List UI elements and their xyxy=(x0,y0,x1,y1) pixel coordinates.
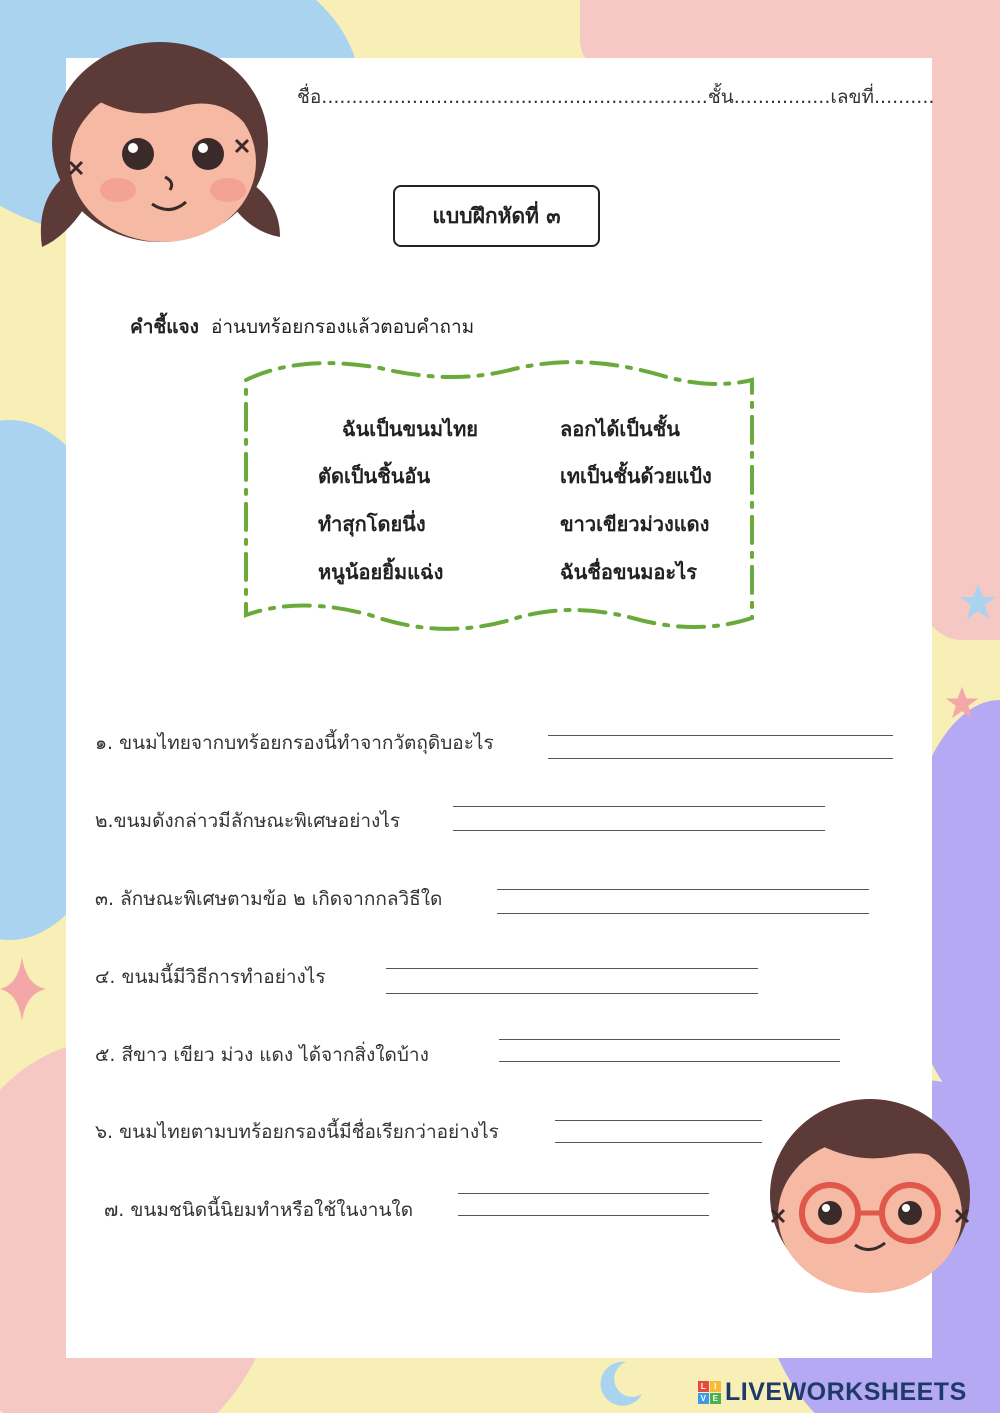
star-decoration-left xyxy=(0,955,50,1025)
answer-line-3b[interactable] xyxy=(497,913,869,914)
liveworksheets-logo xyxy=(698,1378,967,1407)
answer-line-2a[interactable] xyxy=(453,806,825,807)
liveworksheets-text: LIVEWORKSHEETS xyxy=(725,1378,967,1406)
poem-left-line-2: ตัดเป็นชิ้นอัน xyxy=(318,464,431,488)
answer-line-6a[interactable] xyxy=(555,1120,762,1121)
question-5: ๕. สีขาว เขียว ม่วง แดง ได้จากสิ่งใดบ้าง xyxy=(95,1044,429,1066)
answer-line-5a[interactable] xyxy=(499,1039,840,1040)
poem-left-line-3: ทำสุกโดยนึ่ง xyxy=(318,512,426,536)
instruction xyxy=(130,312,474,342)
exercise-title: แบบฝึกหัดที่ ๓ xyxy=(432,203,561,228)
answer-line-1b[interactable] xyxy=(548,758,893,759)
girl-character-illustration xyxy=(30,22,290,257)
liveworksheets-logo-icon: L I V E xyxy=(698,1381,721,1404)
answer-line-6b[interactable] xyxy=(555,1142,762,1143)
question-6: ๖. ขนมไทยตามบทร้อยกรองนี้มีชื่อเรียกว่าอย่างไร xyxy=(95,1121,499,1143)
poem-left-line-4: หนูน้อยยิ้มแฉ่ง xyxy=(318,560,444,584)
poem-right-line-2: เทเป็นชั้นด้วยแป้ง xyxy=(560,464,712,488)
student-info-line: ชื่อ................................................................ชั้น................เลขที่.......... xyxy=(297,86,935,108)
question-2: ๒.ขนมดังกล่าวมีลักษณะพิเศษอย่างไร xyxy=(95,810,401,832)
question-7: ๗. ขนมชนิดนี้นิยมทำหรือใช้ในงานใด xyxy=(104,1199,414,1221)
poem-right-line-4: ฉันชื่อขนมอะไร xyxy=(560,560,697,584)
star-decoration-right xyxy=(958,582,998,622)
star-decoration-pink xyxy=(944,685,980,721)
answer-line-1a[interactable] xyxy=(548,735,893,736)
poem-right-line-3: ขาวเขียวม่วงแดง xyxy=(560,512,710,536)
poem-frame-border xyxy=(240,360,760,645)
answer-line-7b[interactable] xyxy=(458,1215,709,1216)
poem-right-line-1: ลอกได้เป็นชั้น xyxy=(560,417,680,441)
answer-line-4a[interactable] xyxy=(386,968,758,969)
exercise-title-box xyxy=(393,185,600,247)
answer-line-2b[interactable] xyxy=(453,830,825,831)
question-4: ๔. ขนมนี้มีวิธีการทำอย่างไร xyxy=(95,966,326,988)
answer-line-3a[interactable] xyxy=(497,889,869,890)
question-3: ๓. ลักษณะพิเศษตามข้อ ๒ เกิดจากกลวิธีใด xyxy=(95,888,443,910)
poem-left-line-1: ฉันเป็นขนมไทย xyxy=(342,417,478,441)
instruction-label: คำชี้แจง xyxy=(130,316,199,338)
instruction-text: อ่านบทร้อยกรองแล้วตอบคำถาม xyxy=(210,316,475,338)
answer-line-4b[interactable] xyxy=(386,993,758,994)
answer-line-5b[interactable] xyxy=(499,1061,840,1062)
moon-decoration xyxy=(596,1358,646,1408)
boy-character-illustration xyxy=(760,1085,980,1295)
question-1: ๑. ขนมไทยจากบทร้อยกรองนี้ทำจากวัตถุดิบอะไร xyxy=(95,732,494,754)
answer-line-7a[interactable] xyxy=(458,1193,709,1194)
